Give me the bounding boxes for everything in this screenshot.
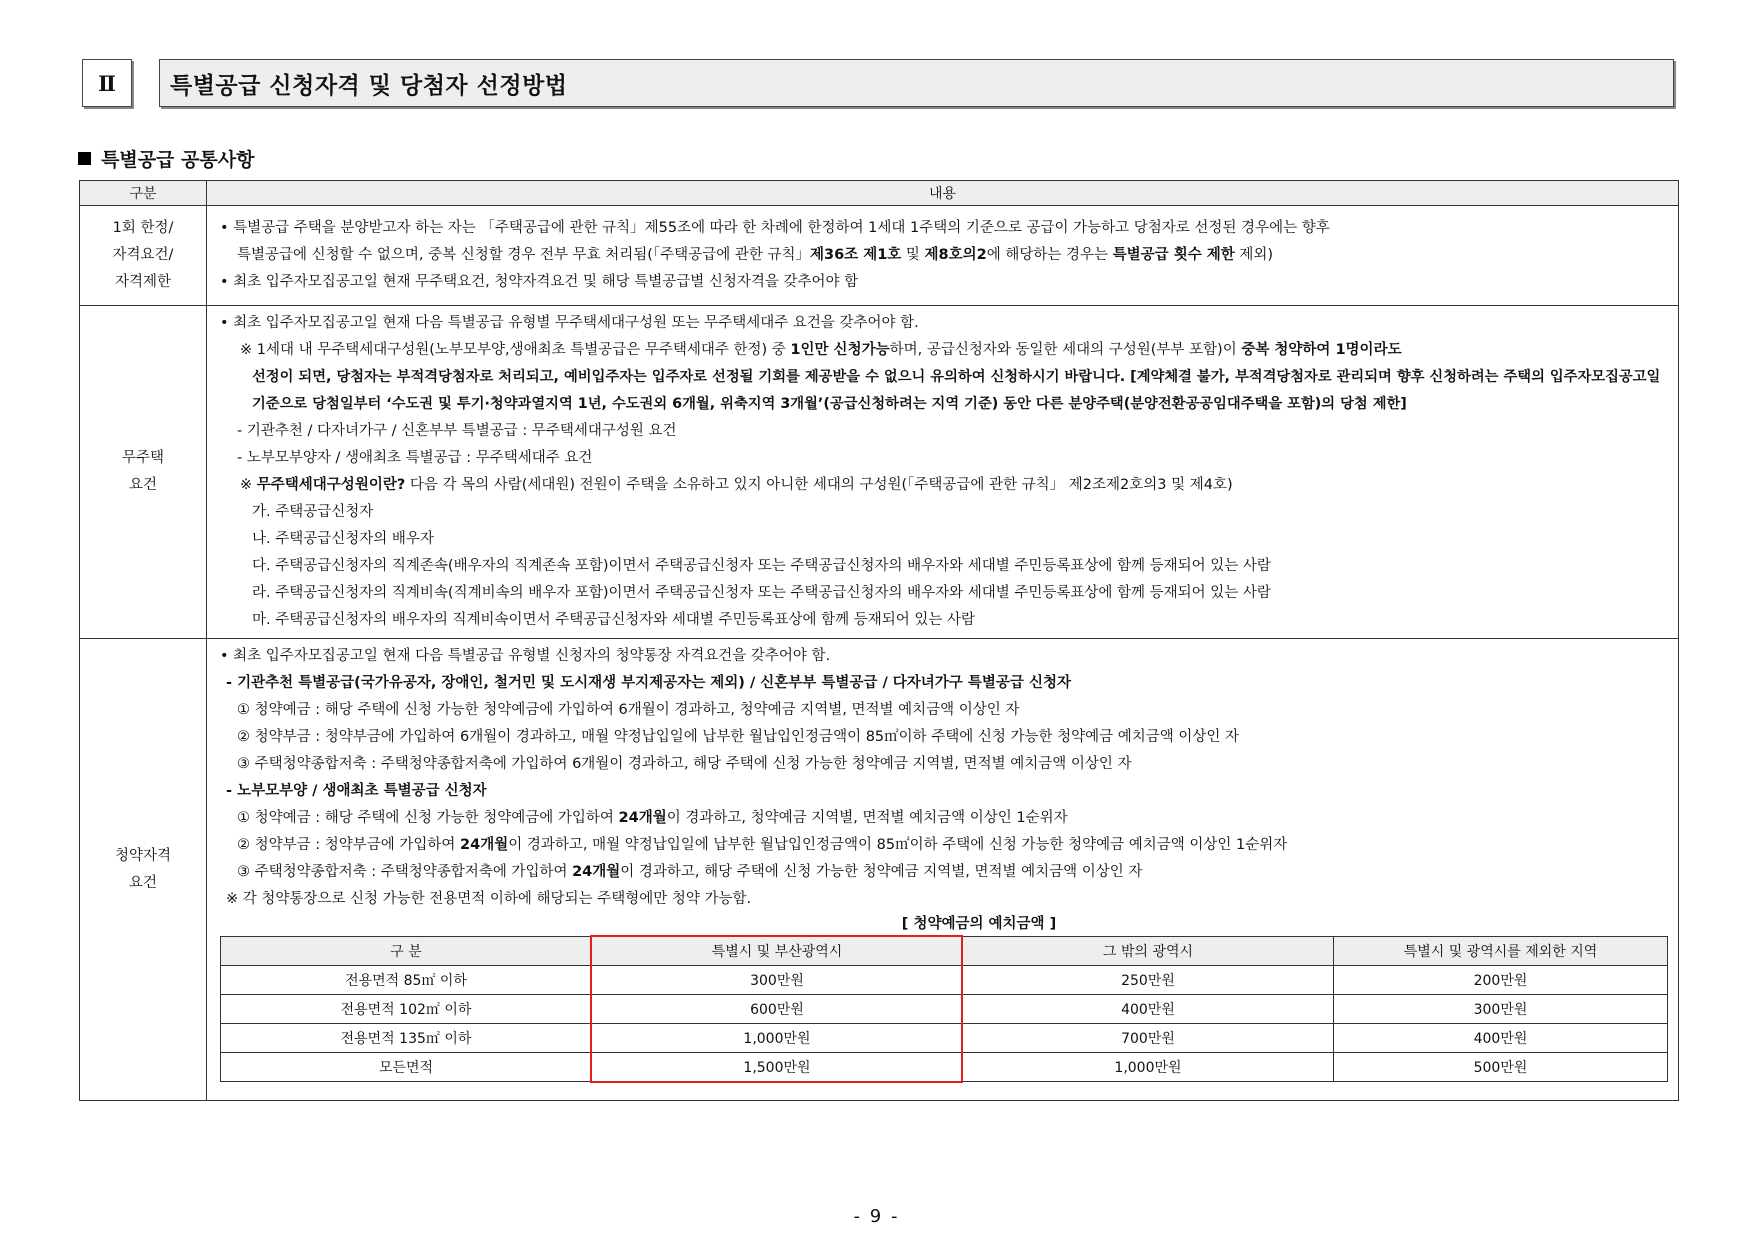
row-content: [207, 206, 1679, 306]
row-label: [80, 206, 207, 306]
list-item: ② 청약부금 : 청약부금에 가입하여 6개월이 경과하고, 매월 약정납입일에 납부한 월납입인정금액이 85㎡이하 주택에 신청 가능한 청약예금 예치금액 이상인 자: [237, 729, 1240, 745]
text-line: 특별공급에 신청할 수 없으며, 중복 신청할 경우 전부 무효 처리됨(「주택공급에 관한 규칙」제36조 제1호 및 제8호의2에 해당하는 경우는 특별공급 횟수 제한 제외): [237, 247, 1274, 263]
deposit-header: 특별시 및 부산광역시: [592, 937, 963, 966]
text-line: • 최초 입주자모집공고일 현재 다음 특별공급 유형별 무주택세대구성원 또는 무주택세대주 요건을 갖추어야 함.: [220, 315, 919, 331]
text-line: - 기관추천 / 다자녀가구 / 신혼부부 특별공급 : 무주택세대구성원 요건: [237, 423, 677, 439]
text-line: • 최초 입주자모집공고일 현재 다음 특별공급 유형별 신청자의 청약통장 자격요건을 갖추어야 함.: [220, 648, 831, 664]
list-item: 가. 주택공급신청자: [252, 504, 374, 520]
table-row: [80, 306, 1679, 639]
deposit-cell: 400만원: [963, 995, 1334, 1024]
header-category: 구분: [80, 181, 207, 206]
deposit-row: [221, 995, 1668, 1024]
deposit-header: 그 밖의 광역시: [963, 937, 1334, 966]
deposit-cell: 1,000만원: [592, 1024, 963, 1053]
deposit-table-caption: [ 청약예금의 예치금액 ]: [901, 916, 1057, 932]
deposit-row: [221, 1053, 1668, 1082]
deposit-cell: 700만원: [963, 1024, 1334, 1053]
group-heading: - 기관추천 특별공급(국가유공자, 장애인, 철거민 및 도시재생 부지제공자는 제외) / 신혼부부 특별공급 / 다자녀가구 특별공급 신청자: [226, 675, 1071, 691]
text-line: ※ 각 청약통장으로 신청 가능한 전용면적 이하에 해당되는 주택형에만 청약 가능함.: [226, 891, 752, 907]
list-item: 다. 주택공급신청자의 직계존속(배우자의 직계존속 포함)이면서 주택공급신청자 또는 주택공급신청자의 배우자와 세대별 주민등록표상에 함께 등재되어 있는 사람: [252, 558, 1271, 574]
section-number: Ⅱ: [82, 59, 132, 107]
deposit-cell: 400만원: [1334, 1024, 1668, 1053]
subheading-text: 특별공급 공통사항: [101, 149, 255, 171]
deposit-header-row: [221, 937, 1668, 966]
table-row: [80, 206, 1679, 306]
deposit-cell: 모든면적: [221, 1053, 592, 1082]
row-label-line: 요건: [128, 477, 157, 493]
list-item: 나. 주택공급신청자의 배우자: [252, 531, 434, 547]
deposit-cell: 250만원: [963, 966, 1334, 995]
row-label: [80, 639, 207, 1101]
deposit-cell: 200만원: [1334, 966, 1668, 995]
list-item: ① 청약예금 : 해당 주택에 신청 가능한 청약예금에 가입하여 24개월이 경과하고, 청약예금 지역별, 면적별 예치금액 이상인 1순위자: [237, 810, 1068, 826]
deposit-cell: 500만원: [1334, 1053, 1668, 1082]
list-item: ③ 주택청약종합저축 : 주택청약종합저축에 가입하여 24개월이 경과하고, 해당 주택에 신청 가능한 청약예금 지역별, 면적별 예치금액 이상인 자: [237, 864, 1143, 880]
definition-line: ※ 무주택세대구성원이란? 다음 각 목의 사람(세대원) 전원이 주택을 소유하고 있지 아니한 세대의 구성원(「주택공급에 관한 규칙」 제2조제2호의3 및 제4호): [240, 477, 1233, 493]
deposit-table-wrap: [220, 936, 1668, 1082]
list-item: 라. 주택공급신청자의 직계비속(직계비속의 배우자 포함)이면서 주택공급신청자 또는 주택공급신청자의 배우자와 세대별 주민등록표상에 함께 등재되어 있는 사람: [252, 585, 1271, 601]
row-label-line: 1회 한정/: [112, 220, 174, 236]
table-row: [80, 639, 1679, 1101]
deposit-row: [221, 1024, 1668, 1053]
note-block: ※ 1세대 내 무주택세대구성원(노부모부양,생애최초 특별공급은 무주택세대주 한정) 중 1인만 신청가능하며, 공급신청자와 동일한 세대의 구성원(부부 포함)이 중복 청약하여 1명이라도: [240, 342, 1402, 358]
deposit-cell: 전용면적 102㎡ 이하: [221, 995, 592, 1024]
list-item: ③ 주택청약종합저축 : 주택청약종합저축에 가입하여 6개월이 경과하고, 해당 주택에 신청 가능한 청약예금 지역별, 면적별 예치금액 이상인 자: [237, 756, 1132, 772]
subheading: [78, 145, 254, 172]
deposit-cell: 1,000만원: [963, 1053, 1334, 1082]
deposit-header: 구 분: [221, 937, 592, 966]
row-label: [80, 306, 207, 639]
list-item: ② 청약부금 : 청약부금에 가입하여 24개월이 경과하고, 매월 약정납입일에 납부한 월납입인정금액이 85㎡이하 주택에 신청 가능한 청약예금 예치금액 이상인 1순위자: [237, 837, 1288, 853]
deposit-cell: 600만원: [592, 995, 963, 1024]
row-label-line: 청약자격: [114, 847, 172, 864]
square-bullet-icon: [78, 152, 91, 165]
deposit-cell: 전용면적 85㎡ 이하: [221, 966, 592, 995]
row-label-line: 자격요건/: [112, 247, 174, 263]
row-label-line: 자격제한: [114, 274, 172, 290]
deposit-header: 특별시 및 광역시를 제외한 지역: [1334, 937, 1668, 966]
deposit-table: [220, 936, 1668, 1082]
deposit-cell: 1,500만원: [592, 1053, 963, 1082]
group-heading: - 노부모부양 / 생애최초 특별공급 신청자: [226, 783, 487, 799]
deposit-cell: 300만원: [1334, 995, 1668, 1024]
deposit-cell: 300만원: [592, 966, 963, 995]
deposit-cell: 전용면적 135㎡ 이하: [221, 1024, 592, 1053]
note-continuation: 선정이 되면, 당첨자는 부적격당첨자로 처리되고, 예비입주자는 입주자로 선정될 기회를 제공받을 수 없으니 유의하여 신청하시기 바랍니다. [계약체결 불가, 부적격당첨자로 관리되며 향후 신청하려는 주택의 입주자모집공고일 기준으로 당첨일부터 ‘수도권 및 투기·청약과열지역 1년, 수도권외 6개월, 위축지역 3개월’(공급신청하려는 지역 기준) 동안 다른 분양주택(분양전환공공임대주택을 포함)의 당첨 제한]: [252, 369, 1661, 412]
page-number: - 9 -: [853, 1206, 900, 1227]
section-title: 특별공급 신청자격 및 당첨자 선정방법: [159, 59, 1674, 107]
row-content: [207, 306, 1679, 639]
deposit-row: [221, 966, 1668, 995]
row-label-line: 무주택: [121, 450, 165, 466]
text-line: • 특별공급 주택을 분양받고자 하는 자는 「주택공급에 관한 규칙」제55조에 따라 한 차례에 한정하여 1세대 1주택의 기준으로 공급이 가능하고 당첨자로 선정된 경우에는 향후: [220, 220, 1330, 236]
text-line: • 최초 입주자모집공고일 현재 무주택요건, 청약자격요건 및 해당 특별공급별 신청자격을 갖추어야 함: [220, 274, 859, 290]
row-label-line: 요건: [128, 874, 157, 891]
list-item: ① 청약예금 : 해당 주택에 신청 가능한 청약예금에 가입하여 6개월이 경과하고, 청약예금 지역별, 면적별 예치금액 이상인 자: [237, 702, 1020, 718]
list-item: 마. 주택공급신청자의 배우자의 직계비속이면서 주택공급신청자와 세대별 주민등록표상에 함께 등재되어 있는 사람: [252, 612, 976, 628]
text-line: - 노부모부양자 / 생애최초 특별공급 : 무주택세대주 요건: [237, 450, 593, 466]
common-requirements-table: [79, 180, 1679, 1101]
header-content: 내용: [207, 181, 1679, 206]
row-content: [207, 639, 1679, 1101]
